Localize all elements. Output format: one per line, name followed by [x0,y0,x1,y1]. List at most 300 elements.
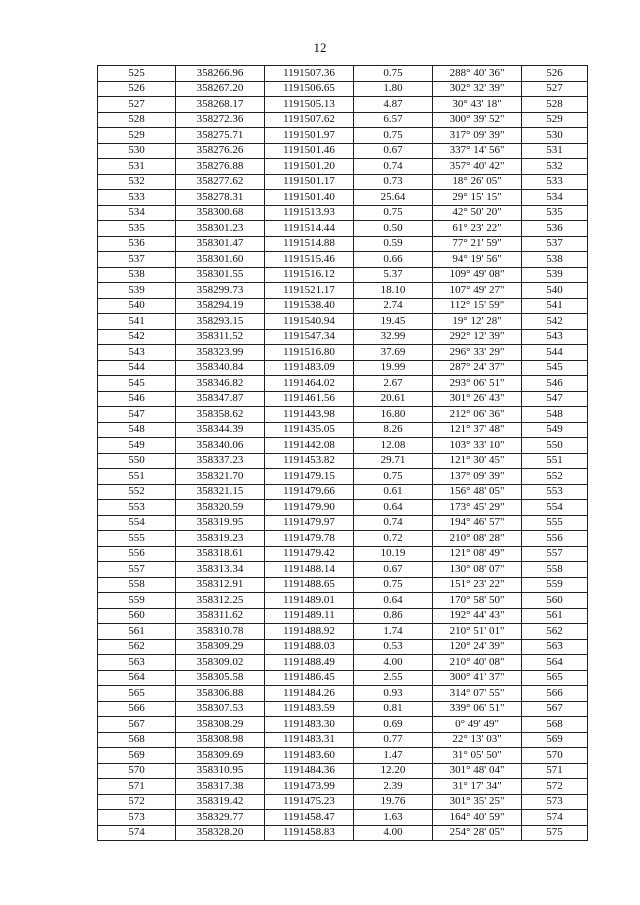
bearing-cell: 109° 49' 08" [433,267,522,283]
bearing-cell: 192° 44' 43" [433,608,522,624]
y-coordinate-cell: 1191514.88 [265,236,354,252]
x-coordinate-cell: 358313.34 [176,562,265,578]
table-row [98,159,588,175]
y-coordinate-cell: 1191483.30 [265,717,354,733]
bearing-cell: 121° 37' 48" [433,422,522,438]
distance-cell: 4.87 [354,97,433,113]
page-number: 12 [313,40,327,55]
x-coordinate-cell: 358346.82 [176,376,265,392]
bearing-cell: 288° 40' 36" [433,66,522,82]
table-row [98,562,588,578]
distance-cell: 0.74 [354,515,433,531]
y-coordinate-cell: 1191464.02 [265,376,354,392]
y-coordinate-cell: 1191442.08 [265,438,354,454]
y-coordinate-cell: 1191489.11 [265,608,354,624]
x-coordinate-cell: 358320.59 [176,500,265,516]
point-number-cell: 554 [98,515,176,531]
y-coordinate-cell: 1191479.78 [265,531,354,547]
distance-cell: 16.80 [354,407,433,423]
bearing-cell: 107° 49' 27" [433,283,522,299]
distance-cell: 19.99 [354,360,433,376]
next-point-cell: 529 [522,112,588,128]
point-number-cell: 525 [98,66,176,82]
distance-cell: 0.81 [354,701,433,717]
y-coordinate-cell: 1191501.97 [265,128,354,144]
y-coordinate-cell: 1191461.56 [265,391,354,407]
distance-cell: 20.61 [354,391,433,407]
bearing-cell: 210° 40' 08" [433,655,522,671]
next-point-cell: 540 [522,283,588,299]
y-coordinate-cell: 1191489.01 [265,593,354,609]
point-number-cell: 571 [98,779,176,795]
bearing-cell: 317° 09' 39" [433,128,522,144]
y-coordinate-cell: 1191488.49 [265,655,354,671]
y-coordinate-cell: 1191479.90 [265,500,354,516]
point-number-cell: 561 [98,624,176,640]
table-row [98,717,588,733]
distance-cell: 1.80 [354,81,433,97]
bearing-cell: 357° 40' 42" [433,159,522,175]
x-coordinate-cell: 358309.02 [176,655,265,671]
bearing-cell: 210° 51' 01" [433,624,522,640]
bearing-cell: 19° 12' 28" [433,314,522,330]
bearing-cell: 302° 32' 39" [433,81,522,97]
table-row [98,298,588,314]
point-number-cell: 570 [98,763,176,779]
bearing-cell: 112° 15' 59" [433,298,522,314]
y-coordinate-cell: 1191488.14 [265,562,354,578]
point-number-cell: 535 [98,221,176,237]
y-coordinate-cell: 1191514.44 [265,221,354,237]
bearing-cell: 212° 06' 36" [433,407,522,423]
point-number-cell: 547 [98,407,176,423]
point-number-cell: 536 [98,236,176,252]
x-coordinate-cell: 358301.47 [176,236,265,252]
point-number-cell: 572 [98,794,176,810]
point-number-cell: 558 [98,577,176,593]
y-coordinate-cell: 1191515.46 [265,252,354,268]
point-number-cell: 563 [98,655,176,671]
distance-cell: 0.74 [354,159,433,175]
x-coordinate-cell: 358310.78 [176,624,265,640]
next-point-cell: 532 [522,159,588,175]
y-coordinate-cell: 1191484.36 [265,763,354,779]
next-point-cell: 546 [522,376,588,392]
x-coordinate-cell: 358277.62 [176,174,265,190]
distance-cell: 6.57 [354,112,433,128]
point-number-cell: 562 [98,639,176,655]
bearing-cell: 103° 33' 10" [433,438,522,454]
table-row [98,438,588,454]
point-number-cell: 566 [98,701,176,717]
point-number-cell: 532 [98,174,176,190]
distance-cell: 12.08 [354,438,433,454]
point-number-cell: 544 [98,360,176,376]
table-row [98,236,588,252]
y-coordinate-cell: 1191516.80 [265,345,354,361]
bearing-cell: 296° 33' 29" [433,345,522,361]
bearing-cell: 94° 19' 56" [433,252,522,268]
x-coordinate-cell: 358310.95 [176,763,265,779]
coordinate-table [97,65,588,841]
x-coordinate-cell: 358276.26 [176,143,265,159]
distance-cell: 12.20 [354,763,433,779]
point-number-cell: 538 [98,267,176,283]
y-coordinate-cell: 1191505.13 [265,97,354,113]
distance-cell: 29.71 [354,453,433,469]
point-number-cell: 539 [98,283,176,299]
next-point-cell: 533 [522,174,588,190]
y-coordinate-cell: 1191547.34 [265,329,354,345]
y-coordinate-cell: 1191479.42 [265,546,354,562]
next-point-cell: 563 [522,639,588,655]
point-number-cell: 557 [98,562,176,578]
distance-cell: 0.69 [354,717,433,733]
next-point-cell: 542 [522,314,588,330]
bearing-cell: 254° 28' 05" [433,825,522,841]
x-coordinate-cell: 358267.20 [176,81,265,97]
next-point-cell: 544 [522,345,588,361]
point-number-cell: 543 [98,345,176,361]
x-coordinate-cell: 358311.62 [176,608,265,624]
table-row [98,174,588,190]
next-point-cell: 557 [522,546,588,562]
table-row [98,686,588,702]
distance-cell: 25.64 [354,190,433,206]
distance-cell: 0.75 [354,469,433,485]
x-coordinate-cell: 358319.95 [176,515,265,531]
point-number-cell: 564 [98,670,176,686]
x-coordinate-cell: 358309.69 [176,748,265,764]
point-number-cell: 548 [98,422,176,438]
table-row [98,66,588,82]
point-number-cell: 555 [98,531,176,547]
y-coordinate-cell: 1191453.82 [265,453,354,469]
y-coordinate-cell: 1191501.40 [265,190,354,206]
y-coordinate-cell: 1191475.23 [265,794,354,810]
x-coordinate-cell: 358321.15 [176,484,265,500]
next-point-cell: 526 [522,66,588,82]
distance-cell: 0.86 [354,608,433,624]
table-row [98,500,588,516]
table-row [98,577,588,593]
bearing-cell: 337° 14' 56" [433,143,522,159]
next-point-cell: 561 [522,608,588,624]
x-coordinate-cell: 358340.84 [176,360,265,376]
next-point-cell: 549 [522,422,588,438]
next-point-cell: 566 [522,686,588,702]
x-coordinate-cell: 358308.29 [176,717,265,733]
bearing-cell: 130° 08' 07" [433,562,522,578]
bearing-cell: 300° 39' 52" [433,112,522,128]
table-row [98,128,588,144]
next-point-cell: 537 [522,236,588,252]
distance-cell: 4.00 [354,655,433,671]
bearing-cell: 137° 09' 39" [433,469,522,485]
distance-cell: 2.55 [354,670,433,686]
distance-cell: 0.66 [354,252,433,268]
bearing-cell: 31° 05' 50" [433,748,522,764]
x-coordinate-cell: 358319.23 [176,531,265,547]
distance-cell: 0.64 [354,593,433,609]
x-coordinate-cell: 358305.58 [176,670,265,686]
table-row [98,97,588,113]
table-row [98,655,588,671]
point-number-cell: 560 [98,608,176,624]
next-point-cell: 567 [522,701,588,717]
y-coordinate-cell: 1191458.47 [265,810,354,826]
x-coordinate-cell: 358308.98 [176,732,265,748]
x-coordinate-cell: 358301.55 [176,267,265,283]
table-row [98,608,588,624]
table-row [98,407,588,423]
y-coordinate-cell: 1191435.05 [265,422,354,438]
point-number-cell: 542 [98,329,176,345]
bearing-cell: 42° 50' 20" [433,205,522,221]
point-number-cell: 553 [98,500,176,516]
point-number-cell: 567 [98,717,176,733]
x-coordinate-cell: 358312.25 [176,593,265,609]
distance-cell: 0.93 [354,686,433,702]
table-row [98,314,588,330]
x-coordinate-cell: 358306.88 [176,686,265,702]
bearing-cell: 339° 06' 51" [433,701,522,717]
y-coordinate-cell: 1191501.17 [265,174,354,190]
distance-cell: 1.47 [354,748,433,764]
y-coordinate-cell: 1191538.40 [265,298,354,314]
y-coordinate-cell: 1191506.65 [265,81,354,97]
bearing-cell: 120° 24' 39" [433,639,522,655]
point-number-cell: 569 [98,748,176,764]
table-row [98,732,588,748]
y-coordinate-cell: 1191479.66 [265,484,354,500]
table-row [98,329,588,345]
table-row [98,639,588,655]
x-coordinate-cell: 358268.17 [176,97,265,113]
distance-cell: 4.00 [354,825,433,841]
y-coordinate-cell: 1191521.17 [265,283,354,299]
point-number-cell: 559 [98,593,176,609]
table-row [98,143,588,159]
table-row [98,190,588,206]
point-number-cell: 540 [98,298,176,314]
x-coordinate-cell: 358275.71 [176,128,265,144]
bearing-cell: 29° 15' 15" [433,190,522,206]
x-coordinate-cell: 358312.91 [176,577,265,593]
distance-cell: 0.75 [354,128,433,144]
table-row [98,546,588,562]
next-point-cell: 555 [522,515,588,531]
table-row [98,112,588,128]
bearing-cell: 293° 06' 51" [433,376,522,392]
next-point-cell: 568 [522,717,588,733]
table-row [98,593,588,609]
point-number-cell: 552 [98,484,176,500]
point-number-cell: 550 [98,453,176,469]
y-coordinate-cell: 1191516.12 [265,267,354,283]
point-number-cell: 568 [98,732,176,748]
y-coordinate-cell: 1191507.36 [265,66,354,82]
x-coordinate-cell: 358301.23 [176,221,265,237]
next-point-cell: 551 [522,453,588,469]
y-coordinate-cell: 1191483.31 [265,732,354,748]
y-coordinate-cell: 1191483.59 [265,701,354,717]
point-number-cell: 574 [98,825,176,841]
table-row [98,81,588,97]
x-coordinate-cell: 358337.23 [176,453,265,469]
distance-cell: 1.74 [354,624,433,640]
next-point-cell: 530 [522,128,588,144]
y-coordinate-cell: 1191507.62 [265,112,354,128]
distance-cell: 0.50 [354,221,433,237]
next-point-cell: 545 [522,360,588,376]
x-coordinate-cell: 358318.61 [176,546,265,562]
point-number-cell: 531 [98,159,176,175]
distance-cell: 0.72 [354,531,433,547]
bearing-cell: 300° 41' 37" [433,670,522,686]
distance-cell: 37.69 [354,345,433,361]
x-coordinate-cell: 358347.87 [176,391,265,407]
y-coordinate-cell: 1191483.60 [265,748,354,764]
table-row [98,515,588,531]
next-point-cell: 565 [522,670,588,686]
point-number-cell: 551 [98,469,176,485]
y-coordinate-cell: 1191473.99 [265,779,354,795]
table-row [98,779,588,795]
distance-cell: 8.26 [354,422,433,438]
table-row [98,376,588,392]
x-coordinate-cell: 358276.88 [176,159,265,175]
point-number-cell: 556 [98,546,176,562]
bearing-cell: 164° 40' 59" [433,810,522,826]
table-row [98,360,588,376]
next-point-cell: 562 [522,624,588,640]
next-point-cell: 536 [522,221,588,237]
point-number-cell: 573 [98,810,176,826]
table-row [98,283,588,299]
next-point-cell: 559 [522,577,588,593]
distance-cell: 0.75 [354,205,433,221]
distance-cell: 0.75 [354,66,433,82]
x-coordinate-cell: 358311.52 [176,329,265,345]
x-coordinate-cell: 358299.73 [176,283,265,299]
next-point-cell: 535 [522,205,588,221]
distance-cell: 5.37 [354,267,433,283]
x-coordinate-cell: 358272.36 [176,112,265,128]
x-coordinate-cell: 358329.77 [176,810,265,826]
distance-cell: 18.10 [354,283,433,299]
next-point-cell: 538 [522,252,588,268]
y-coordinate-cell: 1191488.92 [265,624,354,640]
distance-cell: 2.67 [354,376,433,392]
point-number-cell: 529 [98,128,176,144]
next-point-cell: 564 [522,655,588,671]
point-number-cell: 527 [98,97,176,113]
x-coordinate-cell: 358307.53 [176,701,265,717]
table-row [98,810,588,826]
distance-cell: 0.77 [354,732,433,748]
y-coordinate-cell: 1191488.03 [265,639,354,655]
next-point-cell: 558 [522,562,588,578]
bearing-cell: 301° 48' 04" [433,763,522,779]
bearing-cell: 22° 13' 03" [433,732,522,748]
x-coordinate-cell: 358278.31 [176,190,265,206]
bearing-cell: 301° 35' 25" [433,794,522,810]
next-point-cell: 570 [522,748,588,764]
x-coordinate-cell: 358266.96 [176,66,265,82]
bearing-cell: 173° 45' 29" [433,500,522,516]
bearing-cell: 0° 49' 49" [433,717,522,733]
bearing-cell: 210° 08' 28" [433,531,522,547]
next-point-cell: 527 [522,81,588,97]
point-number-cell: 533 [98,190,176,206]
next-point-cell: 534 [522,190,588,206]
distance-cell: 0.75 [354,577,433,593]
table-row [98,422,588,438]
table-row [98,763,588,779]
distance-cell: 0.53 [354,639,433,655]
point-number-cell: 565 [98,686,176,702]
bearing-cell: 170° 58' 50" [433,593,522,609]
next-point-cell: 541 [522,298,588,314]
x-coordinate-cell: 358317.38 [176,779,265,795]
bearing-cell: 61° 23' 22" [433,221,522,237]
point-number-cell: 534 [98,205,176,221]
point-number-cell: 541 [98,314,176,330]
distance-cell: 19.76 [354,794,433,810]
distance-cell: 32.99 [354,329,433,345]
bearing-cell: 18° 26' 05" [433,174,522,190]
table-row [98,221,588,237]
next-point-cell: 556 [522,531,588,547]
table-row [98,825,588,841]
table-row [98,748,588,764]
x-coordinate-cell: 358340.06 [176,438,265,454]
y-coordinate-cell: 1191486.45 [265,670,354,686]
next-point-cell: 543 [522,329,588,345]
x-coordinate-cell: 358328.20 [176,825,265,841]
table-row [98,345,588,361]
distance-cell: 0.67 [354,562,433,578]
point-number-cell: 528 [98,112,176,128]
y-coordinate-cell: 1191458.83 [265,825,354,841]
y-coordinate-cell: 1191488.65 [265,577,354,593]
point-number-cell: 545 [98,376,176,392]
distance-cell: 19.45 [354,314,433,330]
x-coordinate-cell: 358293.15 [176,314,265,330]
y-coordinate-cell: 1191479.15 [265,469,354,485]
x-coordinate-cell: 358344.39 [176,422,265,438]
x-coordinate-cell: 358294.19 [176,298,265,314]
next-point-cell: 573 [522,794,588,810]
next-point-cell: 547 [522,391,588,407]
distance-cell: 0.73 [354,174,433,190]
distance-cell: 2.74 [354,298,433,314]
bearing-cell: 151° 23' 22" [433,577,522,593]
distance-cell: 0.59 [354,236,433,252]
distance-cell: 2.39 [354,779,433,795]
next-point-cell: 575 [522,825,588,841]
next-point-cell: 574 [522,810,588,826]
next-point-cell: 572 [522,779,588,795]
distance-cell: 0.61 [354,484,433,500]
x-coordinate-cell: 358323.99 [176,345,265,361]
table-row [98,252,588,268]
next-point-cell: 539 [522,267,588,283]
table-row [98,453,588,469]
next-point-cell: 553 [522,484,588,500]
next-point-cell: 571 [522,763,588,779]
